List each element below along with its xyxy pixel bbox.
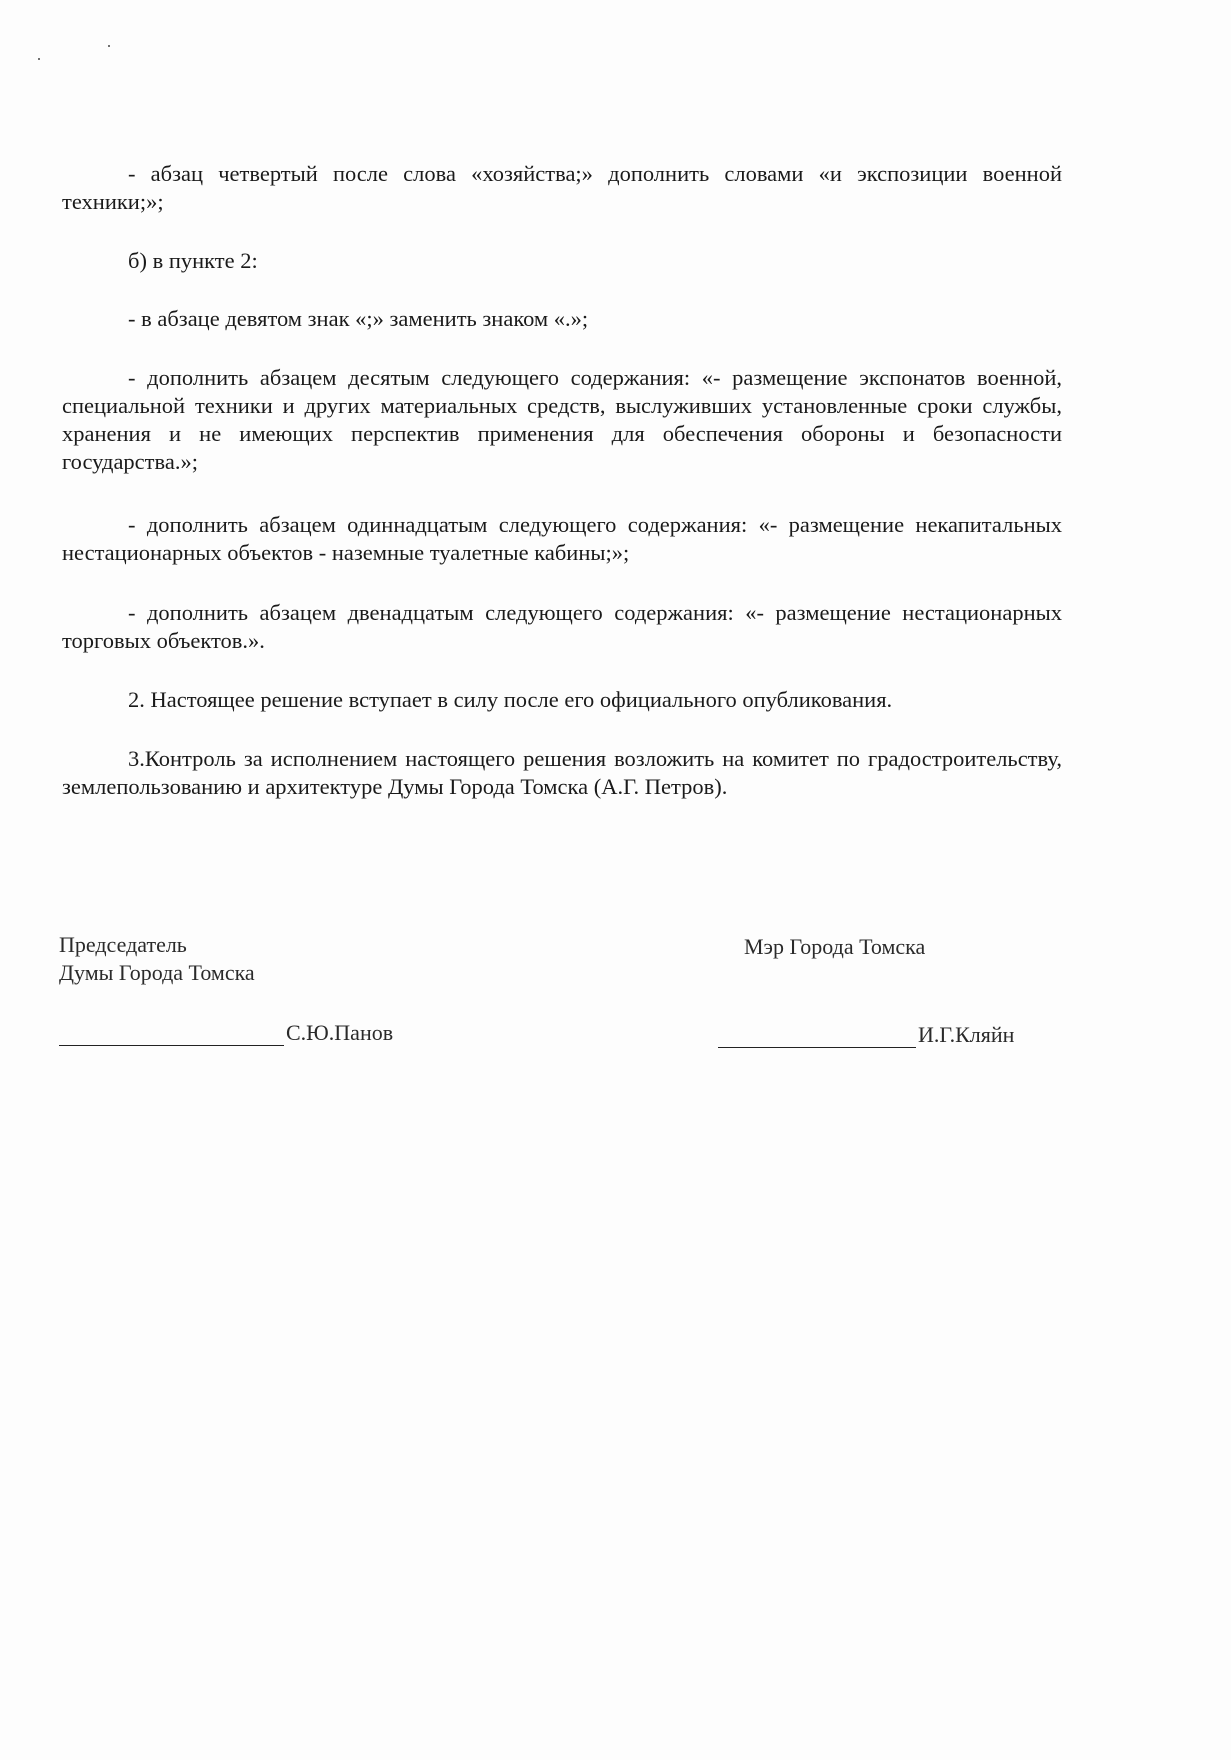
paragraph-abzac-desyatyi: - дополнить абзацем десятым следующего содержания: «- размещение экспонатов военной, специальной техники и других материальных средств, выслуживших установленные сроки службы, хранения и не имеющих перспектив применения для обеспечения обороны и безопасности государства.»; bbox=[62, 365, 1062, 474]
paragraph-kontrol: 3.Контроль за исполнением настоящего решения возложить на комитет по градостроительству, землепользованию и архитектуре Думы Города Томска (А.Г. Петров). bbox=[62, 746, 1062, 799]
paragraph-vstuplenie-v-silu: 2. Настоящее решение вступает в силу после его официального опубликования. bbox=[128, 687, 893, 712]
paragraph-abzac-odinnadcatyi: - дополнить абзацем одиннадцатым следующего содержания: «- размещение некапитальных нестационарных объектов - наземные туалетные кабины;»; bbox=[62, 512, 1062, 565]
chairman-signature-line bbox=[59, 1045, 284, 1046]
paragraph-punkt-2: б) в пункте 2: bbox=[128, 248, 258, 273]
scan-speck bbox=[108, 45, 110, 47]
chairman-name: С.Ю.Панов bbox=[286, 1020, 394, 1045]
mayor-title: Мэр Города Томска bbox=[744, 934, 926, 959]
paragraph-abzac-dvenadcatyi: - дополнить абзацем двенадцатым следующего содержания: «- размещение нестационарных торговых объектов.». bbox=[62, 600, 1062, 653]
mayor-signature-line bbox=[718, 1047, 916, 1048]
mayor-name: И.Г.Кляйн bbox=[918, 1022, 1015, 1047]
chairman-title-line2: Думы Города Томска bbox=[59, 960, 255, 985]
paragraph-abzac-devyatyi: - в абзаце девятом знак «;» заменить знаком «.»; bbox=[128, 306, 589, 331]
scan-speck bbox=[38, 58, 40, 60]
chairman-title-line1: Председатель bbox=[59, 932, 187, 957]
paragraph-abzac-chetvertyi: - абзац четвертый после слова «хозяйства;» дополнить словами «и экспозиции военной техники;»; bbox=[62, 161, 1062, 214]
